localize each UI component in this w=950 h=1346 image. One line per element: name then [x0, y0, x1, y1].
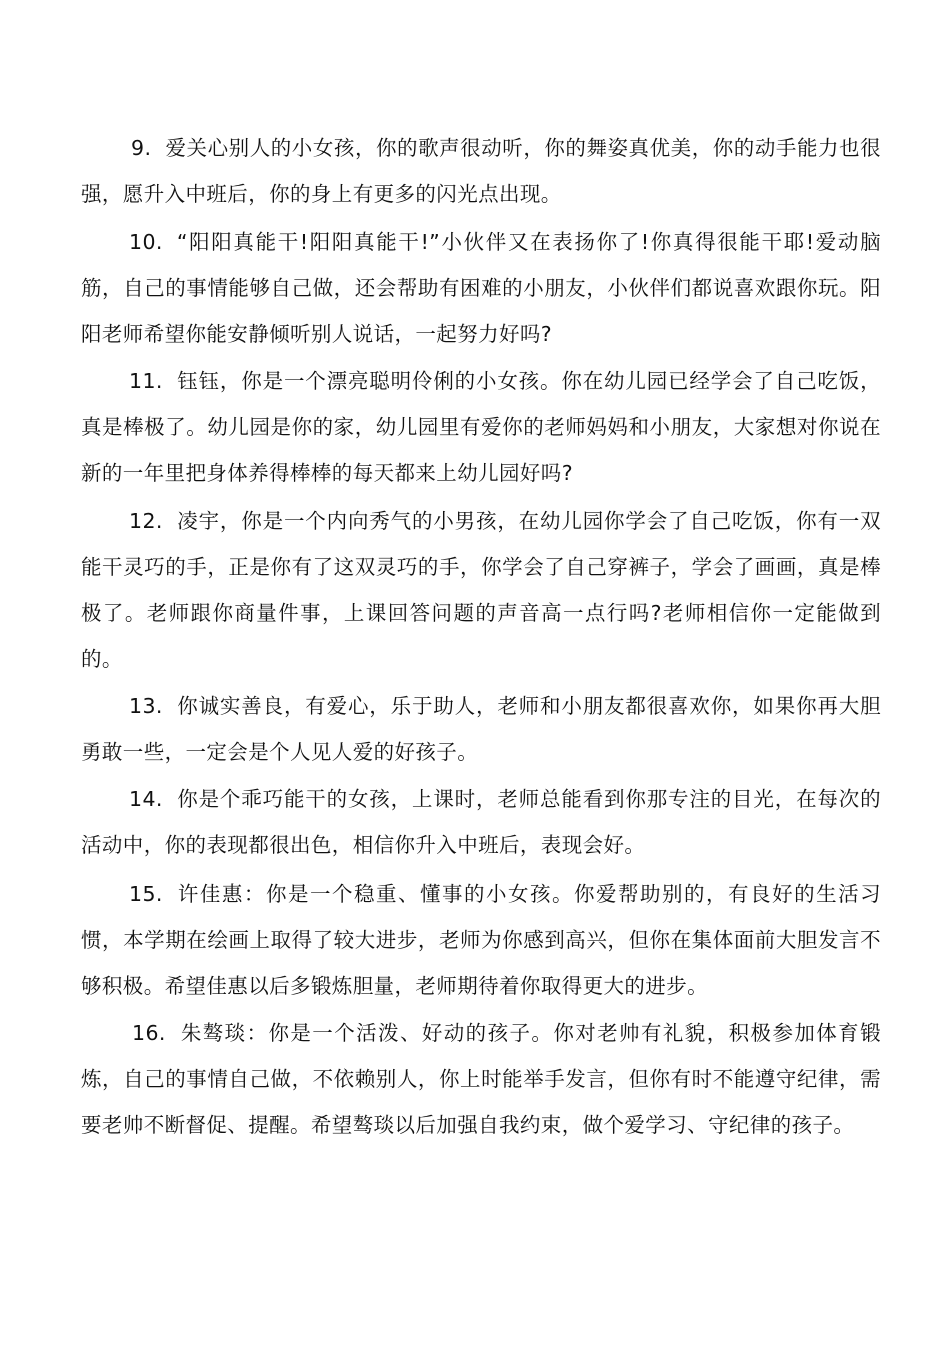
paragraph-text: 爱关心别人的小女孩，你的歌声很动听，你的舞姿真优美，你的动手能力也很强，愿升入中班后，你的身上有更多的闪光点出现。 — [81, 136, 881, 206]
paragraph-text: 许佳惠：你是一个稳重、懂事的小女孩。你爱帮助别的，有良好的生活习惯，本学期在绘画上取得了较大进步，老师为你感到高兴，但你在集体面前大胆发言不够积极。希望佳惠以后多锻炼胆量，老师期待着你取得更大的进步。 — [81, 882, 881, 998]
paragraph-number: 13. — [129, 694, 163, 718]
paragraph-15 — [81, 871, 881, 1009]
paragraph-text: “阳阳真能干!阳阳真能干!”小伙伴又在表扬你了!你真得很能干耶!爱动脑筋，自己的事情能够自己做，还会帮助有困难的小朋友，小伙伴们都说喜欢跟你玩。阳阳老师希望你能安静倾听别人说话，一起努力好吗? — [81, 230, 881, 346]
paragraph-number: 15. — [129, 882, 163, 906]
paragraph-text: 你诚实善良，有爱心，乐于助人，老师和小朋友都很喜欢你，如果你再大胆勇敢一些，一定会是个人见人爱的好孩子。 — [81, 694, 881, 764]
paragraph-13 — [81, 683, 881, 775]
paragraph-10 — [81, 219, 881, 357]
paragraph-text: 凌宇，你是一个内向秀气的小男孩，在幼儿园你学会了自己吃饭，你有一双能干灵巧的手，正是你有了这双灵巧的手，你学会了自己穿裤子，学会了画画，真是棒极了。老师跟你商量件事，上课回答问题的声音高一点行吗?老师相信你一定能做到的。 — [81, 509, 881, 671]
paragraph-number: 16. — [132, 1021, 166, 1045]
paragraph-number: 14. — [129, 787, 163, 811]
paragraph-number: 10. — [129, 230, 163, 254]
paragraph-text: 你是个乖巧能干的女孩，上课时，老师总能看到你那专注的目光，在每次的活动中，你的表现都很出色，相信你升入中班后，表现会好。 — [81, 787, 881, 857]
paragraph-14 — [81, 776, 881, 868]
paragraph-number: 12. — [129, 509, 163, 533]
paragraph-9 — [81, 125, 881, 217]
paragraph-text: 钰钰，你是一个漂亮聪明伶俐的小女孩。你在幼儿园已经学会了自己吃饭，真是棒极了。幼儿园是你的家，幼儿园里有爱你的老师妈妈和小朋友，大家想对你说在新的一年里把身体养得棒棒的每天都来上幼儿园好吗? — [81, 369, 881, 485]
paragraph-16 — [81, 1010, 881, 1148]
paragraph-12 — [81, 498, 881, 682]
paragraph-text: 朱骜琰：你是一个活泼、好动的孩子。你对老帅有礼貌，积极参加体育锻炼，自己的事情自己做，不依赖别人，你上时能举手发言，但你有时不能遵守纪律，需要老帅不断督促、提醒。希望骜琰以后加强自我约束，做个爱学习、守纪律的孩子。 — [81, 1021, 881, 1137]
paragraph-11 — [81, 358, 881, 496]
paragraph-number: 9. — [131, 136, 152, 160]
paragraph-number: 11. — [129, 369, 163, 393]
